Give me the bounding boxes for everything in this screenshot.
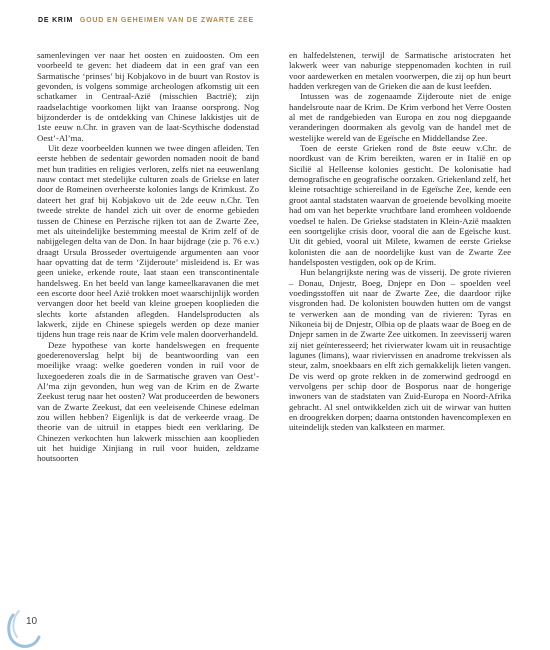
paragraph: en halfedelstenen, terwijl de Sarmatische aristocraten het lakwerk weer van naburige steppenomaden kochten in ruil voor aardewerken en metalen voorwerpen, die zij op hun beurt hadden verkregen van de Grieken die aan de kust leefden. [289,50,511,92]
bol-logo-watermark-icon [5,607,45,649]
page-number: 10 [26,616,38,627]
text-column-right [289,50,511,433]
paragraph: Deze hypothese van korte handelswegen en frequente goederenoverslag helpt bij de beantwoording van een moeilijke vraag: welke goederen vonden in ruil voor de luxegoederen zoals die in de Sarmatische graven van Oest’-Al’ma zijn gevonden, hun weg van de Krim en de Zwarte Zeekust terug naar het oosten? Wat produceerden de bewoners van de Zwarte Zeekust, dat een veeleisende Chinese edelman zou willen hebben? Eigenlijk is dat de verkeerde vraag. De theorie van de uitruil in etappes biedt een verklaring. De Chinezen verkochten hun lakwerk misschien aan kooplieden uit het huidige Xinjiang in ruil voor huiden, zeldzame houtsoorten [37,339,259,464]
running-head [38,17,254,24]
text-column-left [37,50,259,464]
paragraph: Uit deze voorbeelden kunnen we twee dingen afleiden. Ten eerste hebben de sedentair geworden nomaden nooit de band met hun tradities en religies verloren, zelfs niet na eeuwenlang nauw contact met stedelijke culturen zoals de Griekse en later door de Romeinen overheerste kolonies langs de Krimkust. Zo dateert het graf bij Kobjakovo uit de 2de eeuw n.Chr. Ten tweede strekte de handel zich uit over de enorme gebieden tussen de Chinese en Perzische rijken tot aan de Zwarte Zee, met als uiteindelijke bestemming meestal de Krim zelf of de nabijgelegen delta van de Don. In haar bijdrage (zie p. 76 e.v.) draagt Ursula Brosseder overtuigende argumenten aan voor haar opvatting dat de term ‘Zijderoute’ misleidend is. Er was geen unieke, erkende route, laat staan een transcontinentale handelsweg. En het beeld van lange kameelkaravanen die met een escorte door heel Azië trokken moet waarschijnlijk worden vervangen door het beeld van kleine groepen kooplieden die slechts korte afstanden aflegden. Handelsproducten als lakwerk, zijde en Chinese spiegels werden op deze manier tijdens hun trage reis naar de Krim vele malen doorverhandeld. [37,143,259,340]
paragraph: Hun belangrijkste nering was de visserij. De grote rivieren – Donau, Dnjestr, Boeg, Dnjepr en Don – spoelden veel voedingsstoffen uit naar de Zwarte Zee, die daardoor rijke visgronden had. De kolonisten bouwden hutten om de vangst te verwerken aan de monding van de rivieren: Tyras en Nikoneia bij de Dnjestr, Olbia op de plaats waar de Boeg en de Dnjepr samen in de Zwarte Zee uitkomen. In zeevisserij waren zij niet geïnteresseerd; het rivierwater kwam uit in reusachtige lagunes (limans), waar riviervissen en anadrome trekvissen als steur, zalm, snoekbaars en elft zich gemakkelijk lieten vangen. De vis werd op grote rekken in de zomerwind gedroogd en vervolgens per schip door de Bosporus naar de hongerige inwoners van de stadstaten van Zuid-Europa en Noord-Afrika gebracht. Al snel ontwikkelden zich uit de wirwar van hutten en droogrekken dorpen; daarna ontstonden havencomplexen en uiteindelijk steden van kalksteen en marmer. [289,267,511,433]
paragraph: Intussen was de zogenaamde Zijderoute niet de enige handelsroute naar de Krim. De Krim verbond het Verre Oosten al met de randgebieden van Europa en zou nog diepgaande veranderingen doormaken als gevolg van de handel met de westelijke wereld van de Egeïsche en Middellandse Zee. [289,91,511,143]
paragraph: samenlevingen ver naar het oosten en zuidoosten. Om een voorbeeld te geven: het diadeem dat in een graf van een Sarmatische ‘prinses’ bij Kobjakovo in de buurt van Rostov is gevonden, is volgens sommige archeologen afkomstig uit een schatkamer in Centraal-Azië (misschien Bactrië); zijn raadselachtige voorkomen lijkt van Iraanse oorsprong. Nog bijzonderder is de ontdekking van Chinese lakkistjes uit de 1ste eeuw n.Chr. in graven van de laat-Scythische dodenstad Oest’-Al’ma. [37,50,259,143]
running-head-title: GOUD EN GEHEIMEN VAN DE ZWARTE ZEE [79,17,254,24]
paragraph: Toen de eerste Grieken rond de 8ste eeuw v.Chr. de noordkust van de Krim bereikten, waren er in Italië en op Sicilië al Helleense kolonies gesticht. De kolonisatie had demografische en geografische oorzaken. Griekenland zelf, het kleine rotsachtige schiereiland in de Egeïsche Zee, kende een groot aantal stadstaten waarvan de groeiende bevolking moeite had om van het beperkte vruchtbare land eromheen voldoende voedsel te halen. De Griekse stadstaten in Klein-Azië maakten een soortgelijke crisis door, vooral die aan de Egeïsche kust. Uit dit gebied, vooral uit Milete, kwamen de eerste Griekse kolonisten die aan de noordelijke kust van de Zwarte Zee handelsposten vestigden, ook op de Krim. [289,143,511,267]
running-head-chapter: DE KRIM [38,17,74,24]
